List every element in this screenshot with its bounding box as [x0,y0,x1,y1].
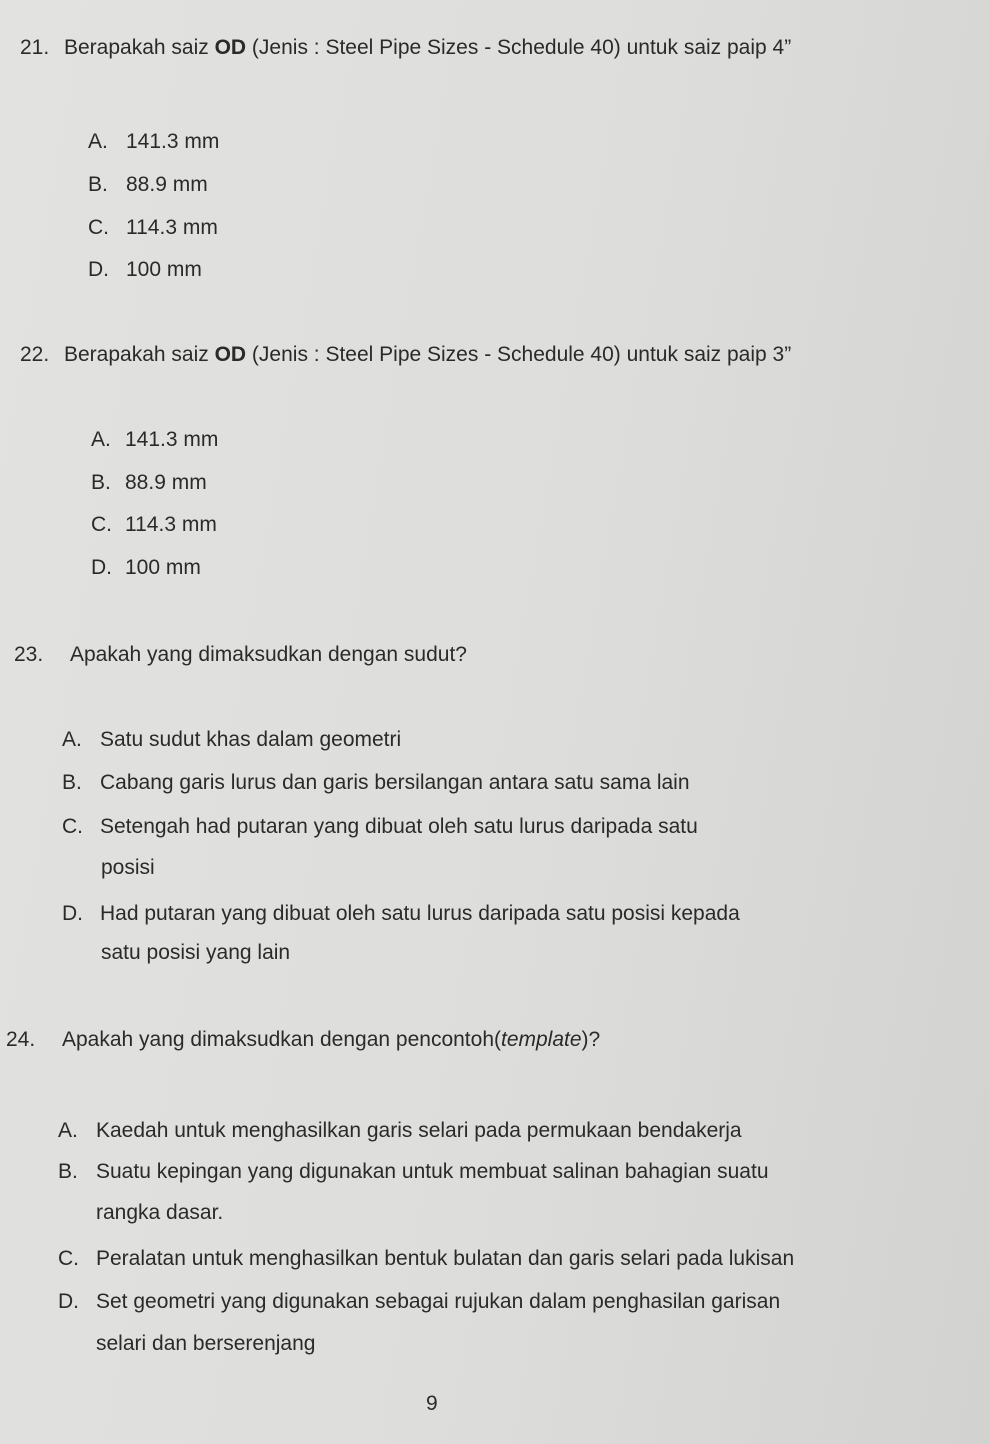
question-23 [14,643,467,667]
option-23-b: B. Cabang garis lurus dan garis bersilangan antara satu sama lain [62,771,690,794]
option-24-d: D. Set geometri yang digunakan sebagai rujukan dalam penghasilan garisan [58,1290,781,1313]
question-number: 21. [20,36,50,59]
option-24-b-continued: rangka dasar. [96,1201,224,1224]
option-24-d-continued: selari dan berserenjang [96,1332,316,1355]
option-21-c: C. 114.3 mm [88,216,218,239]
option-22-a: A. 141.3 mm [91,428,219,451]
page-number: 9 [426,1392,438,1415]
option-22-b: B. 88.9 mm [91,471,207,494]
option-23-c: C. Setengah had putaran yang dibuat oleh satu lurus daripada satu [62,815,698,838]
question-number: 22. [20,343,50,366]
option-23-d-continued: satu posisi yang lain [101,941,291,964]
question-24 [6,1028,600,1052]
question-text: Berapakah saiz OD (Jenis : Steel Pipe Sizes - Schedule 40) untuk saiz paip 3” [64,343,792,366]
option-24-c: C. Peralatan untuk menghasilkan bentuk bulatan dan garis selari pada lukisan [58,1247,795,1270]
question-22 [20,343,791,367]
question-text: Berapakah saiz OD (Jenis : Steel Pipe Sizes - Schedule 40) untuk saiz paip 4” [64,36,792,59]
question-number: 24. [6,1028,36,1051]
question-21 [20,36,791,60]
option-23-d: D. Had putaran yang dibuat oleh satu lurus daripada satu posisi kepada [62,902,740,925]
option-24-b: B. Suatu kepingan yang digunakan untuk membuat salinan bahagian suatu [58,1160,769,1183]
question-text: Apakah yang dimaksudkan dengan sudut? [70,643,467,666]
option-23-a: A. Satu sudut khas dalam geometri [62,728,402,751]
option-23-c-continued: posisi [101,856,155,879]
option-22-d: D. 100 mm [91,556,201,579]
question-number: 23. [14,643,44,666]
option-22-c: C. 114.3 mm [91,513,217,536]
option-21-a: A. 141.3 mm [88,130,220,153]
option-21-d: D. 100 mm [88,258,202,281]
question-text: Apakah yang dimaksudkan dengan pencontoh(template)? [62,1028,601,1051]
option-24-a: A. Kaedah untuk menghasilkan garis selari pada permukaan bendakerja [58,1119,742,1142]
option-21-b: B. 88.9 mm [88,173,208,196]
